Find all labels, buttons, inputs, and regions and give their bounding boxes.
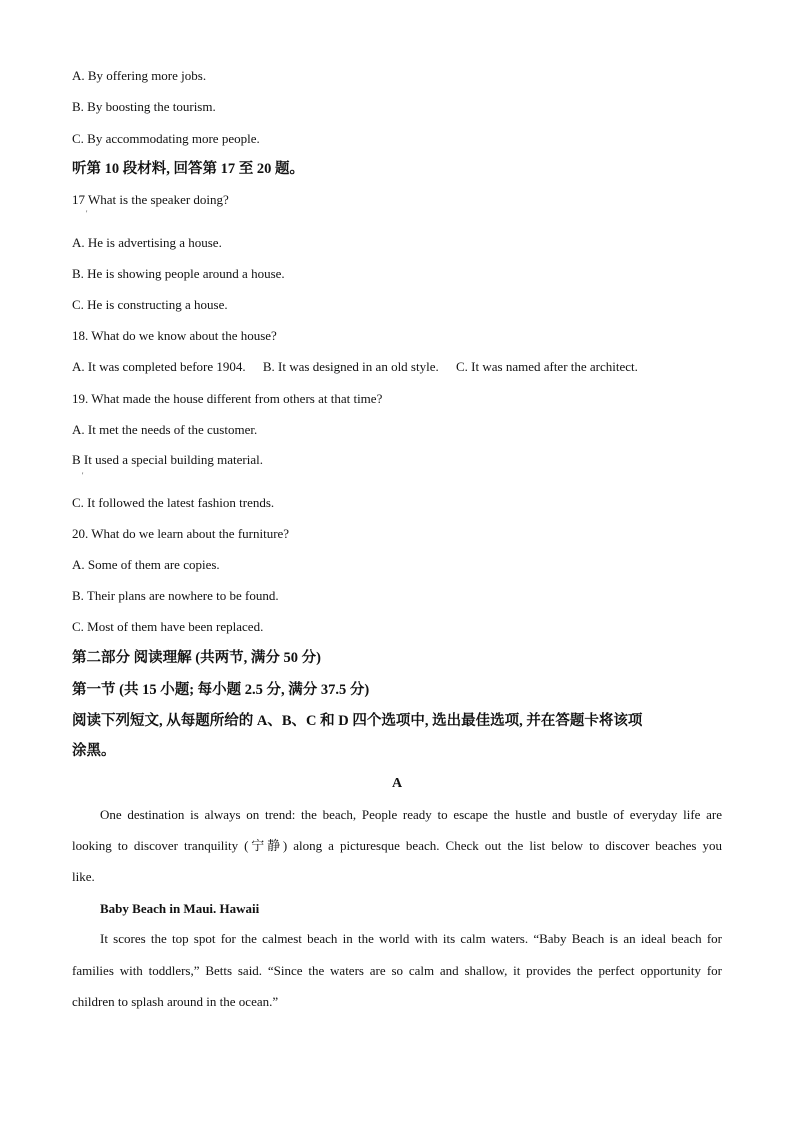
para2-line3: children to splash around in the ocean.” (72, 994, 279, 1009)
q20-option-c: C. Most of them have been replaced. (72, 619, 264, 634)
q19-option-a: A. It met the needs of the customer. (72, 422, 258, 437)
para1-line1: One destination is always on trend: the beach, People ready to escape the hustle and bustle of everyday life are (100, 807, 722, 822)
q20-option-b: B. Their plans are nowhere to be found. (72, 588, 279, 603)
scan-mark: ' (82, 471, 84, 480)
q17-option-b: B. He is showing people around a house. (72, 266, 285, 281)
section1-heading: 第一节 (共 15 小题; 每小题 2.5 分, 满分 37.5 分) (72, 682, 370, 698)
q18-option-b: B. It was designed in an old style. (262, 359, 439, 374)
instructions-line1: 阅读下列短文, 从每题所给的 A、B、C 和 D 四个选项中, 选出最佳选项, 并在答题卡将该项 (72, 713, 643, 729)
q20-option-a: A. Some of them are copies. (72, 557, 220, 572)
passage-label: A (391, 776, 403, 791)
q18-option-c: C. It was named after the architect. (455, 359, 638, 374)
para1-line2: looking to discover tranquility (宁静) along a picturesque beach. Check out the list below to discover beaches you (72, 838, 722, 853)
section10-heading: 听第 10 段材料, 回答第 17 至 20 题。 (72, 161, 304, 177)
scan-mark: ' (86, 209, 88, 218)
para2-line1: It scores the top spot for the calmest beach in the world with its calm waters. “Baby Beach is an ideal beach for (100, 931, 722, 946)
q20-question: 20. What do we learn about the furniture? (72, 526, 290, 541)
q18-option-a: A. It was completed before 1904. (72, 359, 246, 374)
part2-heading: 第二部分 阅读理解 (共两节, 满分 50 分) (72, 650, 321, 666)
q16-option-a: A. By offering more jobs. (72, 68, 207, 83)
instructions-line2: 涂黑。 (72, 743, 116, 759)
subheading: Baby Beach in Maui. Hawaii (100, 901, 260, 916)
q19-question: 19. What made the house different from others at that time? (72, 391, 383, 406)
q16-option-c: C. By accommodating more people. (72, 131, 260, 146)
q17-option-a: A. He is advertising a house. (72, 235, 222, 250)
q17-question: 17 What is the speaker doing? (72, 192, 229, 207)
para1-line3: like. (72, 869, 95, 884)
q19-option-b: B It used a special building material. (72, 452, 263, 467)
q16-option-b: B. By boosting the tourism. (72, 99, 216, 114)
para2-line2: families with toddlers,” Betts said. “Since the waters are so calm and shallow, it provides the perfect opportunity for (72, 963, 722, 978)
q19-option-c: C. It followed the latest fashion trends. (72, 495, 275, 510)
q18-question: 18. What do we know about the house? (72, 328, 277, 343)
q18-options-row (72, 359, 652, 375)
q17-option-c: C. He is constructing a house. (72, 297, 228, 312)
